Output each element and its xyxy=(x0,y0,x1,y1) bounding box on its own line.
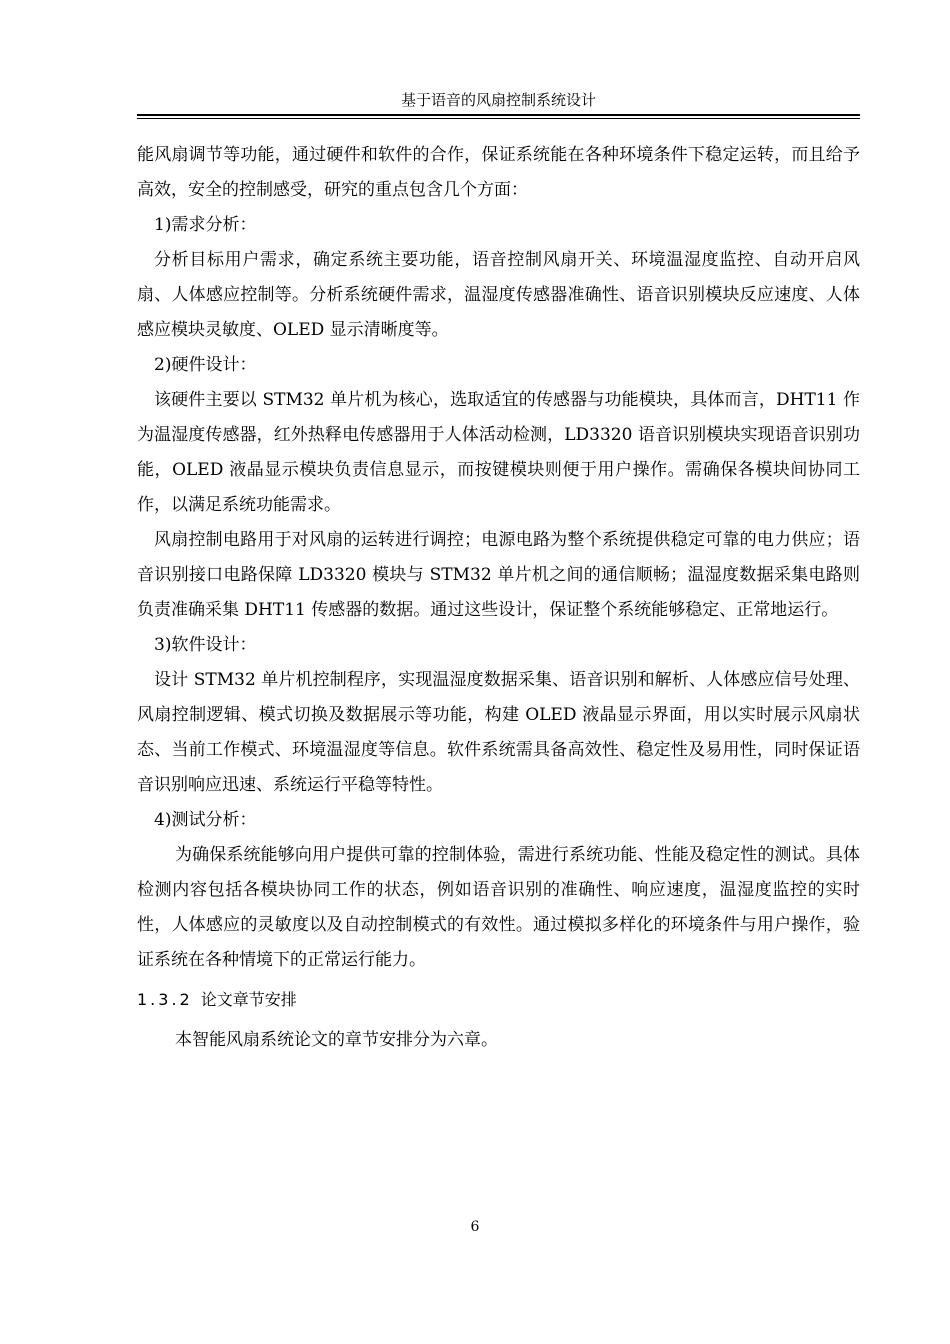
section-number: 1.3.2 xyxy=(137,990,193,1009)
paragraph-intro-continued: 能风扇调节等功能，通过硬件和软件的合作，保证系统能在各种环境条件下稳定运转，而且给予高效，安全的控制感受，研究的重点包含几个方面： xyxy=(137,145,860,200)
running-header: 基于语音的风扇控制系统设计 xyxy=(400,91,596,109)
item-heading-requirements: 1)需求分析： xyxy=(154,215,257,235)
header-rule-thick xyxy=(137,114,860,116)
section-title: 论文章节安排 xyxy=(200,990,297,1009)
body-text xyxy=(137,138,860,1058)
page-number: 6 xyxy=(470,1219,480,1235)
paragraph-requirements: 分析目标用户需求，确定系统主要功能，语音控制风扇开关、环境温湿度监控、自动开启风扇、人体感应控制等。分析系统硬件需求，温湿度传感器准确性、语音识别模块反应速度、人体感应模块灵敏度、OLED 显示清晰度等。 xyxy=(137,250,860,340)
item-heading-testing: 4)测试分析： xyxy=(154,810,257,830)
paragraph-chapter-arrangement: 本智能风扇系统论文的章节安排分为六章。 xyxy=(175,1030,498,1050)
item-heading-hardware: 2)硬件设计： xyxy=(154,355,257,375)
section-heading xyxy=(137,982,860,1017)
paragraph-hardware: 该硬件主要以 STM32 单片机为核心，选取适宜的传感器与功能模块，具体而言，DHT11 作为温湿度传感器，红外热释电传感器用于人体活动检测，LD3320 语音识别模块实现语音识别功能，OLED 液晶显示模块负责信息显示，而按键模块则便于用户操作。需确保各模块间协同工作，以满足系统功能需求。 xyxy=(137,390,860,515)
paragraph-testing: 为确保系统能够向用户提供可靠的控制体验，需进行系统功能、性能及稳定性的测试。具体检测内容包括各模块协同工作的状态，例如语音识别的准确性、响应速度，温湿度监控的实时性，人体感应的灵敏度以及自动控制模式的有效性。通过模拟多样化的环境条件与用户操作，验证系统在各种情境下的正常运行能力。 xyxy=(137,845,860,970)
item-heading-software: 3)软件设计： xyxy=(154,635,257,655)
paragraph-circuits: 风扇控制电路用于对风扇的运转进行调控；电源电路为整个系统提供稳定可靠的电力供应；语音识别接口电路保障 LD3320 模块与 STM32 单片机之间的通信顺畅；温湿度数据采集电路则负责准确采集 DHT11 传感器的数据。通过这些设计，保证整个系统能够稳定、正常地运行。 xyxy=(137,530,860,620)
header-rule-thin xyxy=(137,118,860,119)
paragraph-software: 设计 STM32 单片机控制程序，实现温湿度数据采集、语音识别和解析、人体感应信号处理、风扇控制逻辑、模式切换及数据展示等功能，构建 OLED 液晶显示界面，用以实时展示风扇状态、当前工作模式、环境温湿度等信息。软件系统需具备高效性、稳定性及易用性，同时保证语音识别响应迅速、系统运行平稳等特性。 xyxy=(137,670,860,795)
